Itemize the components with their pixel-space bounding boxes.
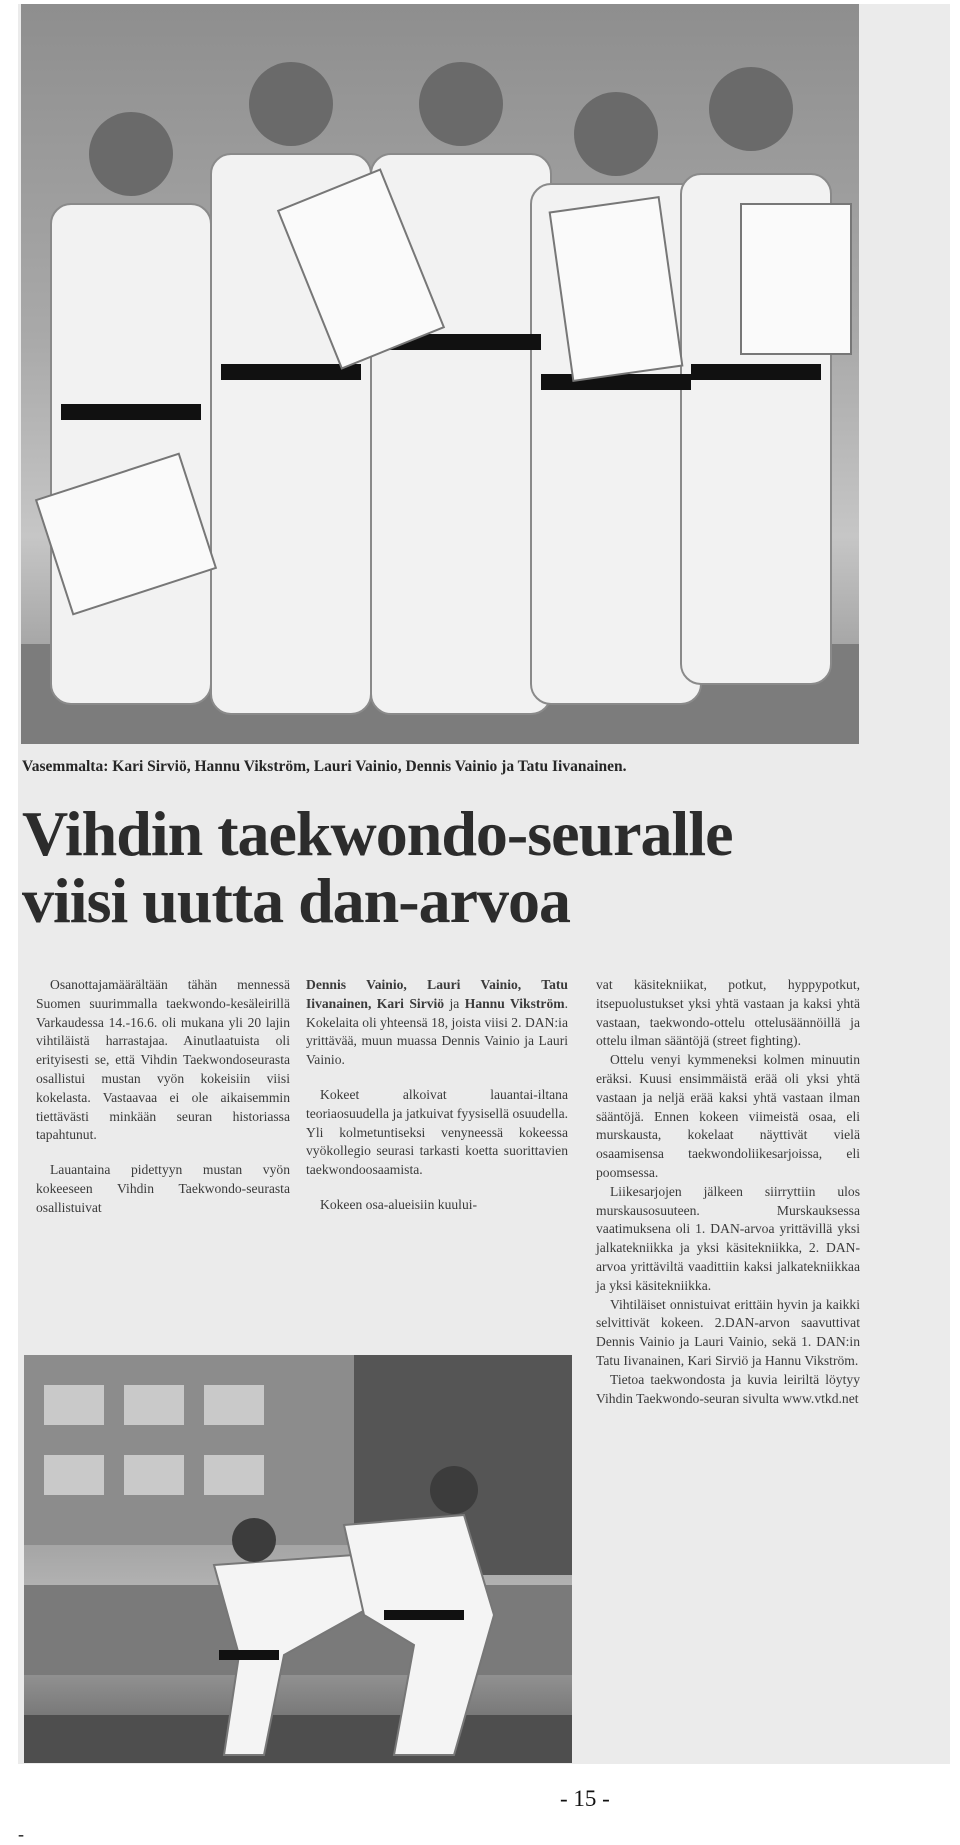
article-column-1 [36, 976, 290, 1234]
page-number: - 15 - [560, 1786, 610, 1811]
article-column-2 [306, 976, 568, 1231]
headline-line-1: Vihdin taekwondo-seuralle [22, 798, 733, 869]
paragraph: vat käsitekniikat, potkut, hyppypotkut, itsepuolustukset yksi yhtä vastaan ja kaksi yhtä vastaan, taekwondo-ottelu ottelusäännöillä ja ottelu ilman sääntöjä (street fighting). [596, 977, 860, 1049]
paragraph: Ottelu venyi kymmeneksi kolmen minuutin eräksi. Kuusi ensimmäistä erää oli yksi yhtä vastaan ja neljä erää kaksi yhtä vastaan ilman sääntöjä. Ennen kokeen viimeistä osaa, eli murskausta, kokelaat näyttivät vielä osaamisensa taekwondoliikesarjoissa, eli poomsessa. [596, 1052, 860, 1180]
paragraph: Osanottajamäärältään tähän mennessä Suomen suurimmalla taekwondo-kesäleirillä Varkaudessa 14.-16.6. oli mukana yli 20 lajin vihtiläistä harrastajaa. Ainutlaatuista oli erityisesti se, että Vihdin Taekwondoseurasta osallistui mustan vyön kokeisiin viisi kokelasta. Vastaavaa ei ole aikaisemmin tiettävästi minkään seuran historiassa tapahtunut. [36, 977, 290, 1143]
group-photo [21, 4, 859, 744]
participant-names: Dennis Vainio, Lauri Vainio, Tatu Iivanainen, Kari Sirviö [306, 977, 568, 1011]
photo-caption: Vasemmalta: Kari Sirviö, Hannu Vikström, Lauri Vainio, Dennis Vainio ja Tatu Iivanainen. [22, 758, 627, 775]
article-headline [22, 798, 862, 937]
paragraph: Kokeet alkoivat lauantai-iltana teoriaosuudella ja jatkuivat fyysisellä osuudella. Yli kolmetuntiseksi venyneessä kokeessa vyökollegio seurasi tarkasti koetta suorittavien taekwondoosaamista. [306, 1086, 568, 1178]
paragraph: Vihtiläiset onnistuivat erittäin hyvin ja kaikki selvittivät kokeen. 2.DAN-arvon saavuttivat Dennis Vainio ja Lauri Vainio, sekä 1. DAN:in Tatu Iivanainen, Kari Sirviö ja Hannu Vikström. [596, 1296, 860, 1368]
paragraph: Kokeen osa-alueisiin kuului- [320, 1196, 478, 1212]
article-column-3 [596, 976, 860, 1408]
paragraph: Tietoa taekwondosta ja kuvia leiriltä löytyy Vihdin Taekwondo-seuran sivulta www.vtkd.net [596, 1371, 860, 1406]
headline-line-2: viisi uutta dan-arvoa [22, 865, 570, 937]
participant-name: Hannu Vikström [464, 995, 565, 1011]
paragraph: Dennis Vainio, Lauri Vainio, Tatu Iivanainen, Kari Sirviö ja Hannu Vikström. Kokelaita oli yhteensä 18, joista viisi 2. DAN:ia yrittävää, muun muassa Dennis Vainio ja Lauri Vainio. [306, 977, 568, 1068]
paragraph: Liikesarjojen jälkeen siirryttiin ulos murskausosuuteen. Murskauksessa vaatimuksena oli 1. DAN-arvoa yrittävillä yksi jalkatekniikka ja yksi käsitekniikka, 2. DAN-arvoa yrittäviltä vaadittiin kaksi jalkatekniikkaa ja yksi käsitekniikka. [596, 1183, 860, 1293]
kick-action-photo [24, 1355, 572, 1763]
footer-mark: - [18, 1824, 24, 1844]
paragraph: Lauantaina pidettyyn mustan vyön kokeeseen Vihdin Taekwondo-seurasta osallistuivat [36, 1162, 290, 1215]
